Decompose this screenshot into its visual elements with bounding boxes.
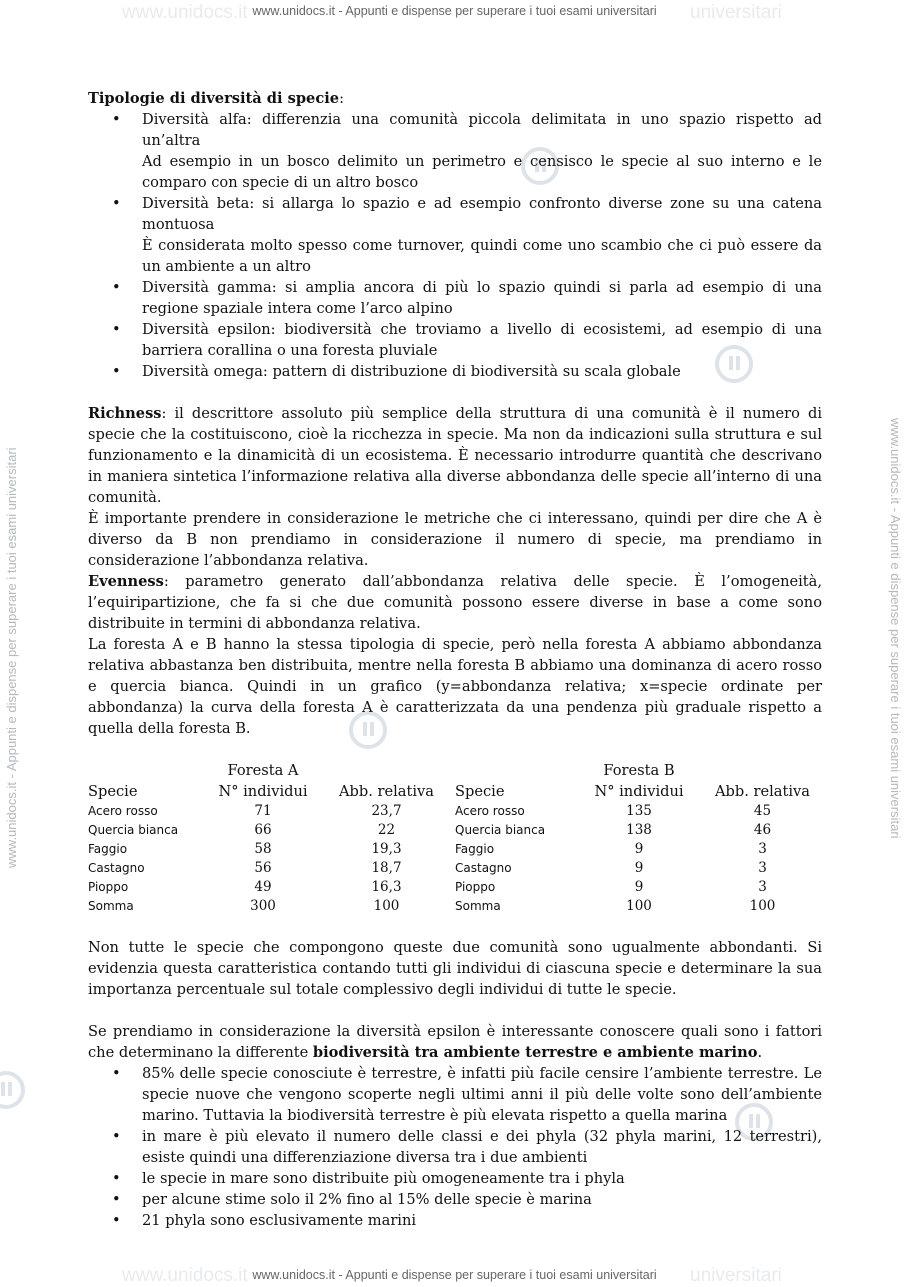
epsilon-bold: biodiversità tra ambiente terrestre e ambiente marino — [312, 1044, 758, 1061]
list-item — [88, 109, 822, 193]
list-item-subtext: Ad esempio in un bosco delimito un perimetro e censisco le specie al suo interno e le comparo con specie di un altro bosco — [142, 153, 822, 191]
bullet-icon: • — [112, 195, 121, 212]
epsilon-paragraph — [88, 1021, 822, 1063]
evenness-paragraph-2: La foresta A e B hanno la stessa tipologia di specie, però nella foresta A abbiamo abbondanza relativa abbastanza ben distribuita, mentre nella foresta B abbiamo una dominanza di acero rosso e quercia bianca. Quindi in un grafico (y=abbondanza relativa; x=specie ordinate per abbondanza) la curva della foresta A è caratterizzata da una pendenza più graduale rispetto a quella della foresta B. — [88, 636, 822, 737]
bullet-icon: • — [112, 363, 121, 380]
forest-b-header: Foresta B — [603, 762, 675, 779]
table-cell: 19,3 — [371, 841, 402, 857]
richness-paragraph — [88, 403, 822, 508]
ghost-watermark-bottom-right: universitari — [690, 1265, 782, 1286]
list-item-text: Diversità omega: pattern di distribuzione di biodiversità su scala globale — [142, 363, 681, 380]
ghost-watermark-right: universitari — [690, 2, 782, 23]
column-header: N° individui — [594, 783, 684, 800]
table-cell: 56 — [254, 860, 272, 876]
table-cell: 3 — [758, 841, 767, 857]
list-item-text: Diversità epsilon: biodiversità che troviamo a livello di ecosistemi, ad esempio di una barriera corallina o una foresta pluviale — [142, 321, 822, 359]
bullet-icon: • — [112, 111, 121, 128]
typology-title-suffix: : — [339, 90, 344, 107]
table-cell: 18,7 — [371, 860, 402, 876]
left-side-watermark: www.unidocs.it - Appunti e dispense per superare i tuoi esami universitari — [4, 447, 19, 868]
table-row — [88, 802, 822, 821]
list-item-text: 85% delle specie conosciute è terrestre, è infatti più facile censire l’ambiente terrestre. Le specie nuove che vengono scoperte negli ultimi anni il più delle volte sono dell’ambiente marino. Tuttavia la biodiversità terrestre è più elevata rispetto a quella marina — [142, 1065, 822, 1124]
bullet-icon: • — [112, 1128, 121, 1145]
forest-a-header: Foresta A — [227, 762, 299, 779]
abundance-paragraph: Non tutte le specie che compongono queste due comunità sono ugualmente abbondanti. Si evidenzia questa caratteristica contando tutti gli individui di ciascuna specie e determinare la sua importanza percentuale sul totale complessivo degli individui di tutte le specie. — [88, 939, 822, 998]
table-cell: Somma — [455, 899, 501, 913]
list-item-text: per alcune stime solo il 2% fino al 15% delle specie è marina — [142, 1191, 592, 1208]
evenness-term: Evenness — [88, 573, 164, 590]
column-header: Abb. relativa — [715, 783, 810, 800]
list-item-text: in mare è più elevato il numero delle classi e dei phyla (32 phyla marini, 12 terrestri), esiste quindi una differenziazione diversa tra i due ambienti — [142, 1128, 822, 1166]
table-cell: Castagno — [455, 861, 512, 875]
table-cell: 66 — [254, 822, 272, 838]
table-cell: 300 — [250, 898, 276, 914]
list-item — [88, 277, 822, 319]
ghost-watermark: www.unidocs.it — [122, 2, 248, 23]
table-cell: 45 — [753, 803, 772, 819]
table-row — [88, 897, 822, 916]
table-cell: Quercia bianca — [88, 823, 179, 837]
table-cell: Quercia bianca — [455, 823, 546, 837]
list-item — [88, 1210, 822, 1231]
unidocs-logo-icon — [0, 1070, 26, 1110]
bullet-icon: • — [112, 279, 121, 296]
column-header: Specie — [88, 783, 138, 800]
table-cell: 9 — [634, 879, 644, 895]
list-item-text: Diversità beta: si allarga lo spazio e ad esempio confronto diverse zone su una catena montuosa — [142, 195, 822, 233]
ghost-watermark-bottom: www.unidocs.it — [122, 1265, 248, 1286]
table-cell: 9 — [634, 841, 644, 857]
epsilon-end: . — [757, 1044, 763, 1061]
typology-list — [88, 109, 822, 382]
list-item — [88, 361, 822, 382]
list-item-subtext: È considerata molto spesso come turnover, quindi come uno scambio che ci può essere da un ambiente a un altro — [142, 237, 822, 275]
bullet-icon: • — [112, 1065, 121, 1082]
table-row — [88, 859, 822, 878]
table-cell: Faggio — [455, 842, 495, 856]
table-cell: 138 — [626, 822, 652, 838]
evenness-text: : parametro generato dall’abbondanza relativa delle specie. È l’omogeneità, l’equiripartizione, che fa si che due comunità possono essere diverse in base a come sono distribuite in termini di abbondanza relativa. — [88, 573, 822, 632]
bullet-icon: • — [112, 1212, 121, 1229]
table-cell: 100 — [749, 898, 776, 914]
table-cell: 23,7 — [371, 803, 402, 819]
table-cell: 9 — [634, 860, 644, 876]
list-item — [88, 1189, 822, 1210]
species-table — [88, 760, 822, 916]
table-cell: 135 — [626, 803, 652, 819]
table-cell: 22 — [377, 822, 396, 838]
table-cell: 3 — [758, 860, 767, 876]
epsilon-intro: Se prendiamo in considerazione la diversità epsilon è interessante conoscere quali sono i fattori che determinano la differente — [88, 1023, 822, 1061]
table-cell: Acero rosso — [88, 804, 158, 818]
table-cell: Acero rosso — [455, 804, 525, 818]
table-cell: 71 — [254, 803, 272, 819]
table-cell: 100 — [373, 898, 400, 914]
richness-text: : il descrittore assoluto più semplice della struttura di una comunità è il numero di specie che la costituiscono, cioè la ricchezza in specie. Ma non da indicazioni sulla struttura e sul funzionamento e la dinamicità di un ecosistema. È necessario introdurre quantità che descrivano in maniera sintetica l’informazione relativa alla diverse abbondanza delle specie all’interno di una comunità. — [88, 405, 822, 506]
table-cell: Pioppo — [455, 880, 496, 894]
list-item-text: 21 phyla sono esclusivamente marini — [142, 1212, 417, 1229]
table-row — [88, 878, 822, 897]
list-item-text: le specie in mare sono distribuite più omogeneamente tra i phyla — [142, 1170, 625, 1187]
table-cell: Somma — [88, 899, 134, 913]
table-cell: 16,3 — [371, 879, 402, 895]
table-cell: Faggio — [88, 842, 128, 856]
table-cell: 100 — [626, 898, 652, 914]
richness-term: Richness — [88, 405, 162, 422]
typology-title: Tipologie di diversità di specie — [88, 90, 340, 107]
table-cell: 58 — [254, 841, 272, 857]
document-body — [88, 88, 822, 1231]
epsilon-list — [88, 1063, 822, 1231]
bullet-icon: • — [112, 1191, 121, 1208]
table-cell: 49 — [254, 879, 272, 895]
table-row — [88, 840, 822, 859]
list-item — [88, 1126, 822, 1168]
list-item — [88, 1168, 822, 1189]
list-item-text: Diversità gamma: si amplia ancora di più lo spazio quindi si parla ad esempio di una regione spaziale intera come l’arco alpino — [142, 279, 822, 317]
table-cell: 3 — [758, 879, 767, 895]
richness-paragraph-2: È importante prendere in considerazione le metriche che ci interessano, quindi per dire che A è diverso da B non prendiamo in considerazione il numero di specie, ma prendiamo in considerazione l’abbondanza relativa. — [88, 510, 822, 569]
table-cell: Castagno — [88, 861, 145, 875]
bullet-icon: • — [112, 1170, 121, 1187]
table-cell: Pioppo — [88, 880, 129, 894]
list-item — [88, 1063, 822, 1126]
evenness-paragraph — [88, 571, 822, 634]
table-row — [88, 821, 822, 840]
table-cell: 46 — [753, 822, 772, 838]
header-watermark: www.unidocs.it - Appunti e dispense per superare i tuoi esami universitari — [252, 4, 657, 18]
list-item — [88, 193, 822, 277]
typology-section — [88, 88, 822, 382]
right-side-watermark: www.unidocs.it - Appunti e dispense per superare i tuoi esami universitari — [888, 418, 903, 839]
list-item — [88, 319, 822, 361]
column-header: Abb. relativa — [339, 783, 434, 800]
column-header: Specie — [455, 783, 505, 800]
footer-watermark: www.unidocs.it - Appunti e dispense per superare i tuoi esami universitari — [252, 1268, 657, 1282]
list-item-text: Diversità alfa: differenzia una comunità piccola delimitata in uno spazio rispetto ad un’altra — [142, 111, 822, 149]
typology-heading — [88, 88, 822, 109]
column-header: N° individui — [218, 783, 308, 800]
bullet-icon: • — [112, 321, 121, 338]
